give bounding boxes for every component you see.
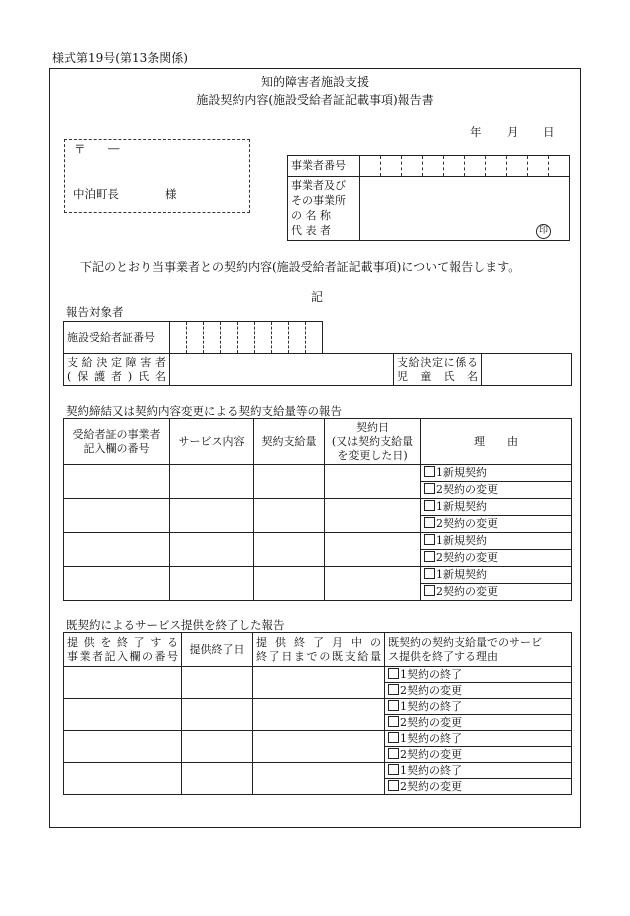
contract-date-header: 契約日 (又は契約支給量 を変更した日) [325, 419, 421, 465]
intro-text: 下記のとおり当事業者との契約内容(施設受給者証記載事項)について報告します。 [80, 260, 521, 274]
checkbox-icon[interactable] [388, 732, 399, 743]
checkbox-icon[interactable] [388, 780, 399, 791]
cert-number-cell[interactable] [323, 322, 394, 354]
contract-date-cell[interactable] [325, 533, 421, 567]
recipient-name-field[interactable] [170, 354, 394, 386]
provider-number-cell[interactable] [465, 156, 486, 177]
service-cell[interactable] [170, 533, 254, 567]
provider-entry-header: 提供を終了する 事業者記入欄の番号 [64, 633, 182, 667]
contract-date-cell[interactable] [325, 567, 421, 601]
provider-number-cell[interactable] [486, 156, 507, 177]
reason-option-change[interactable]: 2契約の変更 [385, 683, 572, 699]
checkbox-icon[interactable] [388, 700, 399, 711]
termination-reason-header: 既契約の契約支給量でのサービ ス提供を終了する理由 [385, 633, 572, 667]
reason-option-new[interactable]: 1新規契約 [421, 533, 572, 550]
seal-mark: 印 [536, 224, 551, 239]
cert-number-cell[interactable] [187, 322, 204, 354]
reason-header: 理 由 [421, 419, 572, 465]
checkbox-icon[interactable] [424, 551, 435, 562]
reason-option-change[interactable]: 2契約の変更 [385, 715, 572, 731]
end-date-cell[interactable] [182, 763, 253, 795]
checkbox-icon[interactable] [424, 517, 435, 528]
target-table [63, 321, 572, 386]
reason-option-end[interactable]: 1契約の終了 [385, 667, 572, 683]
provider-entry-cell[interactable] [64, 731, 182, 763]
service-cell[interactable] [170, 465, 254, 499]
termination-table [63, 632, 572, 795]
amount-cell[interactable] [254, 499, 325, 533]
cert-number-cell[interactable] [289, 322, 306, 354]
checkbox-icon[interactable] [424, 500, 435, 511]
cert-number-cell[interactable] [170, 322, 187, 354]
contract-date-cell[interactable] [325, 499, 421, 533]
amount-cell[interactable] [254, 465, 325, 499]
reason-option-new[interactable]: 1新規契約 [421, 567, 572, 584]
used-amount-header: 提 供 終 了 月 中 の 終了日までの既支給量 [253, 633, 385, 667]
reason-option-new[interactable]: 1新規契約 [421, 499, 572, 516]
checkbox-icon[interactable] [424, 568, 435, 579]
section2-title: 契約締結又は契約内容変更による契約支給量等の報告 [66, 404, 342, 418]
date-year: 年 [470, 125, 482, 139]
checkbox-icon[interactable] [388, 716, 399, 727]
checkbox-icon[interactable] [388, 764, 399, 775]
reason-option-end[interactable]: 1契約の終了 [385, 763, 572, 779]
contract-table [63, 418, 572, 601]
reason-option-change[interactable]: 2契約の変更 [421, 550, 572, 567]
cert-number-cell[interactable] [238, 322, 255, 354]
provider-number-cell[interactable] [360, 156, 381, 177]
amount-cell[interactable] [254, 567, 325, 601]
service-header: サービス内容 [170, 419, 254, 465]
provider-entry-cell[interactable] [64, 667, 182, 699]
entry-number-cell[interactable] [64, 465, 170, 499]
amount-header: 契約支給量 [254, 419, 325, 465]
recipient: 中泊町長 [73, 187, 119, 201]
reason-option-new[interactable]: 1新規契約 [421, 465, 572, 482]
provider-number-cell[interactable] [528, 156, 549, 177]
provider-number-cell[interactable] [402, 156, 423, 177]
used-amount-cell[interactable] [253, 699, 385, 731]
checkbox-icon[interactable] [388, 668, 399, 679]
used-amount-cell[interactable] [253, 667, 385, 699]
used-amount-cell[interactable] [253, 763, 385, 795]
reason-option-change[interactable]: 2契約の変更 [421, 482, 572, 499]
reason-option-end[interactable]: 1契約の終了 [385, 731, 572, 747]
provider-name-field[interactable] [360, 177, 570, 241]
service-cell[interactable] [170, 499, 254, 533]
child-name-label: 支給決定に係る 児 童 氏 名 [394, 354, 482, 386]
reason-option-change[interactable]: 2契約の変更 [385, 747, 572, 763]
cert-number-label: 施設受給者証番号 [64, 322, 170, 354]
cert-number-cell[interactable] [306, 322, 323, 354]
entry-number-cell[interactable] [64, 499, 170, 533]
recipient-name-label: 支給決定障害者 (保護者)氏名 [64, 354, 170, 386]
reason-option-change[interactable]: 2契約の変更 [421, 516, 572, 533]
service-cell[interactable] [170, 567, 254, 601]
entry-number-header: 受給者証の事業者 記入欄の番号 [64, 419, 170, 465]
reason-option-change[interactable]: 2契約の変更 [421, 584, 572, 601]
honorific: 様 [165, 187, 177, 201]
entry-number-cell[interactable] [64, 567, 170, 601]
child-name-field[interactable] [482, 354, 572, 386]
contract-date-cell[interactable] [325, 465, 421, 499]
form-number: 様式第19号(第13条関係) [52, 51, 188, 65]
end-date-cell[interactable] [182, 699, 253, 731]
amount-cell[interactable] [254, 533, 325, 567]
cert-number-cell[interactable] [221, 322, 238, 354]
provider-entry-cell[interactable] [64, 699, 182, 731]
checkbox-icon[interactable] [388, 748, 399, 759]
title-line-2: 施設契約内容(施設受給者証記載事項)報告書 [196, 93, 434, 107]
end-date-cell[interactable] [182, 667, 253, 699]
ki-label: 記 [311, 290, 324, 304]
provider-number-cell[interactable] [444, 156, 465, 177]
provider-number-cell[interactable] [381, 156, 402, 177]
section3-title: 既契約によるサービス提供を終了した報告 [66, 618, 285, 632]
provider-table [287, 155, 570, 241]
title-line-1: 知的障害者施設支援 [260, 75, 369, 89]
checkbox-icon[interactable] [424, 483, 435, 494]
date-day: 日 [543, 125, 555, 139]
reason-option-change[interactable]: 2契約の変更 [385, 779, 572, 795]
provider-number-cell[interactable] [507, 156, 528, 177]
postal-mark: 〒 [74, 142, 86, 156]
blank-area [394, 322, 572, 354]
used-amount-cell[interactable] [253, 731, 385, 763]
cert-number-cell[interactable] [272, 322, 289, 354]
end-date-cell[interactable] [182, 731, 253, 763]
provider-number-cell[interactable] [423, 156, 444, 177]
cert-number-cell[interactable] [255, 322, 272, 354]
date-month: 月 [507, 125, 519, 139]
checkbox-icon[interactable] [424, 466, 435, 477]
entry-number-cell[interactable] [64, 533, 170, 567]
postal-dash: ― [108, 141, 120, 155]
checkbox-icon[interactable] [424, 585, 435, 596]
end-date-header: 提供終了日 [182, 633, 253, 667]
checkbox-icon[interactable] [424, 534, 435, 545]
checkbox-icon[interactable] [388, 684, 399, 695]
reason-option-end[interactable]: 1契約の終了 [385, 699, 572, 715]
provider-name-label: 事業者及び その事業所 の 名 称 代 表 者 [288, 177, 360, 241]
provider-number-label: 事業者番号 [288, 156, 360, 177]
provider-number-cell[interactable] [549, 156, 570, 177]
cert-number-cell[interactable] [204, 322, 221, 354]
section1-title: 報告対象者 [66, 305, 124, 319]
provider-entry-cell[interactable] [64, 763, 182, 795]
